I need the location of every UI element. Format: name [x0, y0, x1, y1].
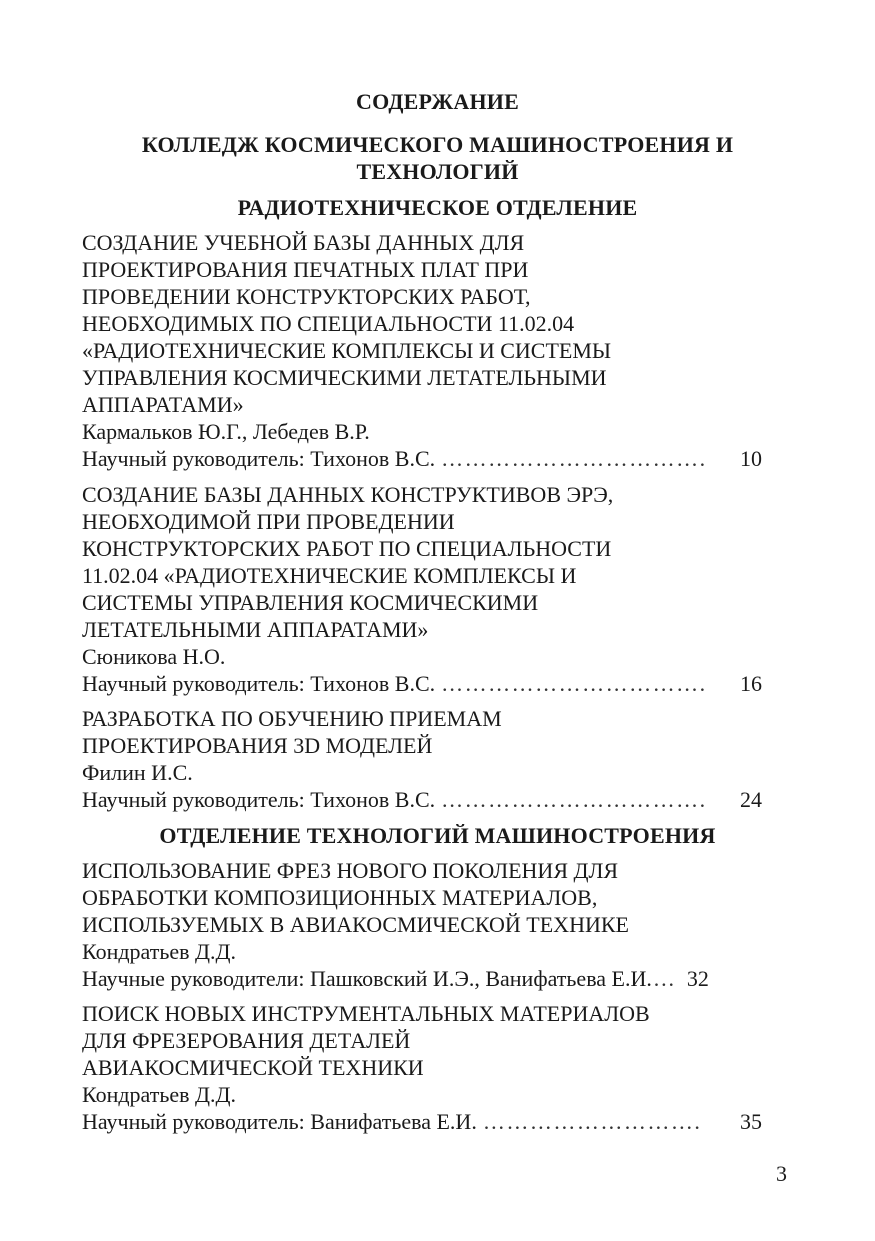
dot-leader: …	[652, 966, 675, 991]
entry-title-line: 11.02.04 «РАДИОТЕХНИЧЕСКИЕ КОМПЛЕКСЫ И	[82, 563, 577, 588]
department-heading-tech: ОТДЕЛЕНИЕ ТЕХНОЛОГИЙ МАШИНОСТРОЕНИЯ	[159, 823, 716, 848]
entry-title-line: ИСПОЛЬЗОВАНИЕ ФРЕЗ НОВОГО ПОКОЛЕНИЯ ДЛЯ	[82, 858, 619, 883]
entry-authors: Сюникова Н.О.	[82, 644, 226, 669]
entry-title-line: УПРАВЛЕНИЯ КОСМИЧЕСКИМИ ЛЕТАТЕЛЬНЫМИ	[82, 365, 607, 390]
entry-supervisor-row	[82, 965, 762, 992]
toc-entry	[82, 481, 762, 697]
entry-title-line: РАЗРАБОТКА ПО ОБУЧЕНИЮ ПРИЕМАМ	[82, 706, 502, 731]
entry-supervisor: Научный руководитель: Тихонов В.С.	[82, 787, 436, 812]
entry-page-number: 24	[740, 787, 762, 812]
entry-title-line: АППАРАТАМИ»	[82, 392, 244, 417]
entry-supervisor: Научный руководитель: Тихонов В.С.	[82, 446, 436, 471]
contents-heading: СОДЕРЖАНИЕ	[356, 89, 519, 114]
entry-title-line: СИСТЕМЫ УПРАВЛЕНИЯ КОСМИЧЕСКИМИ	[82, 590, 539, 615]
dot-leader: …………………………….	[441, 446, 707, 471]
page-number: 3	[776, 1161, 787, 1186]
entry-title-line: НЕОБХОДИМОЙ ПРИ ПРОВЕДЕНИИ	[82, 509, 455, 534]
entry-supervisor: Научный руководитель: Тихонов В.С.	[82, 671, 436, 696]
dot-leader: …………………………….	[441, 787, 707, 812]
entry-authors: Кондратьев Д.Д.	[82, 1082, 237, 1107]
entry-authors: Кондратьев Д.Д.	[82, 939, 237, 964]
entry-title-line: ПРОВЕДЕНИИ КОНСТРУКТОРСКИХ РАБОТ,	[82, 284, 531, 309]
entry-page-number: 32	[686, 966, 709, 991]
entry-supervisor-row	[82, 786, 762, 813]
entry-title-line: ЛЕТАТЕЛЬНЫМИ АППАРАТАМИ»	[82, 617, 429, 642]
toc-entry	[82, 229, 762, 472]
college-heading	[80, 131, 795, 185]
entry-title-line: ИСПОЛЬЗУЕМЫХ В АВИАКОСМИЧЕСКОЙ ТЕХНИКЕ	[82, 912, 629, 937]
toc-entry	[82, 857, 762, 992]
entry-authors: Кармальков Ю.Г., Лебедев В.Р.	[82, 419, 370, 444]
entry-title-line: ПРОЕКТИРОВАНИЯ 3D МОДЕЛЕЙ	[82, 733, 433, 758]
entry-title-line: ОБРАБОТКИ КОМПОЗИЦИОННЫХ МАТЕРИАЛОВ,	[82, 885, 598, 910]
entry-title-line: «РАДИОТЕХНИЧЕСКИЕ КОМПЛЕКСЫ И СИСТЕМЫ	[82, 338, 612, 363]
entry-supervisor: Научный руководитель: Ванифатьева Е.И.	[82, 1109, 477, 1134]
toc-entry	[82, 705, 762, 813]
entry-title-line: КОНСТРУКТОРСКИХ РАБОТ ПО СПЕЦИАЛЬНОСТИ	[82, 536, 612, 561]
entry-page-number: 10	[740, 446, 762, 471]
dot-leader: …………………………….	[441, 671, 707, 696]
dot-leader: ……………………….	[482, 1109, 702, 1134]
entry-authors: Филин И.С.	[82, 760, 193, 785]
toc-entry	[82, 1000, 762, 1135]
entry-title-line: НЕОБХОДИМЫХ ПО СПЕЦИАЛЬНОСТИ 11.02.04	[82, 311, 575, 336]
entry-title-line: ДЛЯ ФРЕЗЕРОВАНИЯ ДЕТАЛЕЙ	[82, 1028, 411, 1053]
entry-title-line: ПРОЕКТИРОВАНИЯ ПЕЧАТНЫХ ПЛАТ ПРИ	[82, 257, 529, 282]
college-heading-line: КОЛЛЕДЖ КОСМИЧЕСКОГО МАШИНОСТРОЕНИЯ И	[141, 132, 734, 157]
department-heading-radio: РАДИОТЕХНИЧЕСКОЕ ОТДЕЛЕНИЕ	[237, 195, 638, 220]
entry-title-line: ПОИСК НОВЫХ ИНСТРУМЕНТАЛЬНЫХ МАТЕРИАЛОВ	[82, 1001, 650, 1026]
entry-supervisor: Научные руководители: Пашковский И.Э., Ванифатьева Е.И.	[82, 966, 652, 991]
entry-title-line: СОЗДАНИЕ БАЗЫ ДАННЫХ КОНСТРУКТИВОВ ЭРЭ,	[82, 482, 614, 507]
entry-page-number: 16	[740, 671, 762, 696]
entry-supervisor-row	[82, 1108, 762, 1135]
entry-supervisor-row	[82, 445, 762, 472]
college-heading-line: ТЕХНОЛОГИЙ	[356, 159, 519, 184]
entry-page-number: 35	[740, 1109, 762, 1134]
entry-supervisor-row	[82, 670, 762, 697]
entry-title-line: АВИАКОСМИЧЕСКОЙ ТЕХНИКИ	[82, 1055, 424, 1080]
entry-title-line: СОЗДАНИЕ УЧЕБНОЙ БАЗЫ ДАННЫХ ДЛЯ	[82, 230, 525, 255]
